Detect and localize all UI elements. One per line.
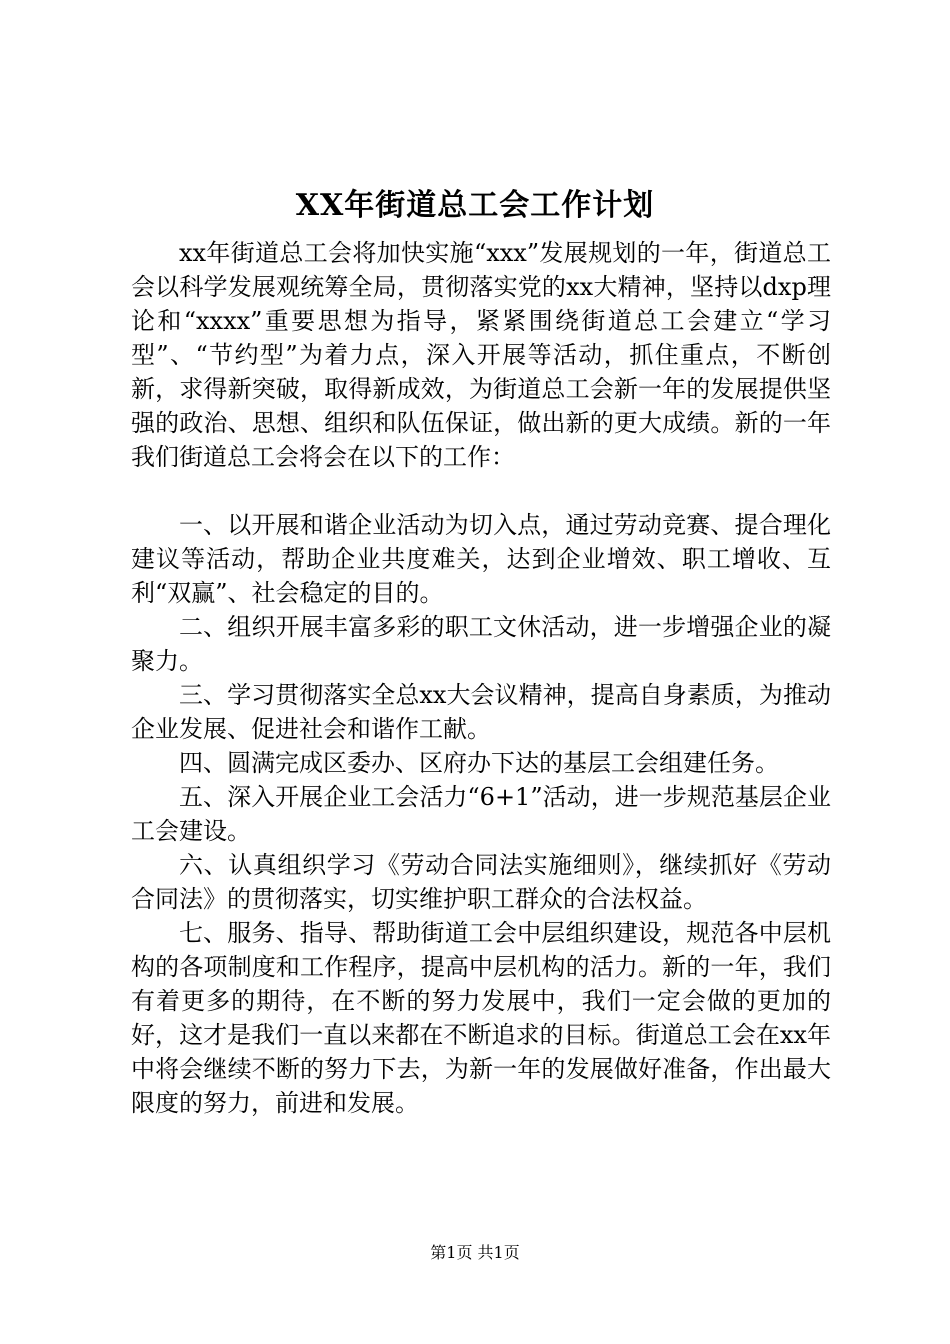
item-paragraph-5: 五、深入开展企业工会活力“6+1”活动，进一步规范基层企业工会建设。 [131, 783, 831, 845]
intro-paragraph: xx年街道总工会将加快实施“xxx”发展规划的一年，街道总工会以科学发展观统筹全局，贯彻落实党的xx大精神，坚持以dxp理论和“xxxx”重要思想为指导，紧紧围绕街道总工会建立“学习型”、“节约型”为着力点，深入开展等活动，抓住重点，不断创新，求得新突破，取得新成效，为街道总工会新一年的发展提供坚强的政治、思想、组织和队伍保证，做出新的更大成绩。新的一年我们街道总工会将会在以下的工作： [131, 239, 831, 471]
item-paragraph-1: 一、以开展和谐企业活动为切入点，通过劳动竞赛、提合理化建议等活动，帮助企业共度难关，达到企业增效、职工增收、互利“双赢”、社会稳定的目的。 [131, 511, 831, 607]
item-paragraph-2: 二、组织开展丰富多彩的职工文休活动，进一步增强企业的凝聚力。 [131, 613, 831, 675]
item-paragraph-6: 六、认真组织学习《劳动合同法实施细则》，继续抓好《劳动合同法》的贯彻落实，切实维护职工群众的合法权益。 [131, 851, 831, 913]
page-footer: 第1页 共1页 [430, 1243, 520, 1262]
document-body [131, 236, 831, 1120]
document-title: XX年街道总工会工作计划 [295, 188, 655, 223]
item-paragraph-4: 四、圆满完成区委办、区府办下达的基层工会组建任务。 [179, 749, 779, 777]
item-paragraph-7: 七、服务、指导、帮助街道工会中层组织建设，规范各中层机构的各项制度和工作程序，提高中层机构的活力。新的一年，我们有着更多的期待，在不断的努力发展中，我们一定会做的更加的好，这才是我们一直以来都在不断追求的目标。街道总工会在xx年中将会继续不断的努力下去，为新一年的发展做好准备，作出最大限度的努力，前进和发展。 [131, 919, 831, 1117]
item-paragraph-3: 三、学习贯彻落实全总xx大会议精神，提高自身素质，为推动企业发展、促进社会和谐作工献。 [131, 681, 831, 743]
